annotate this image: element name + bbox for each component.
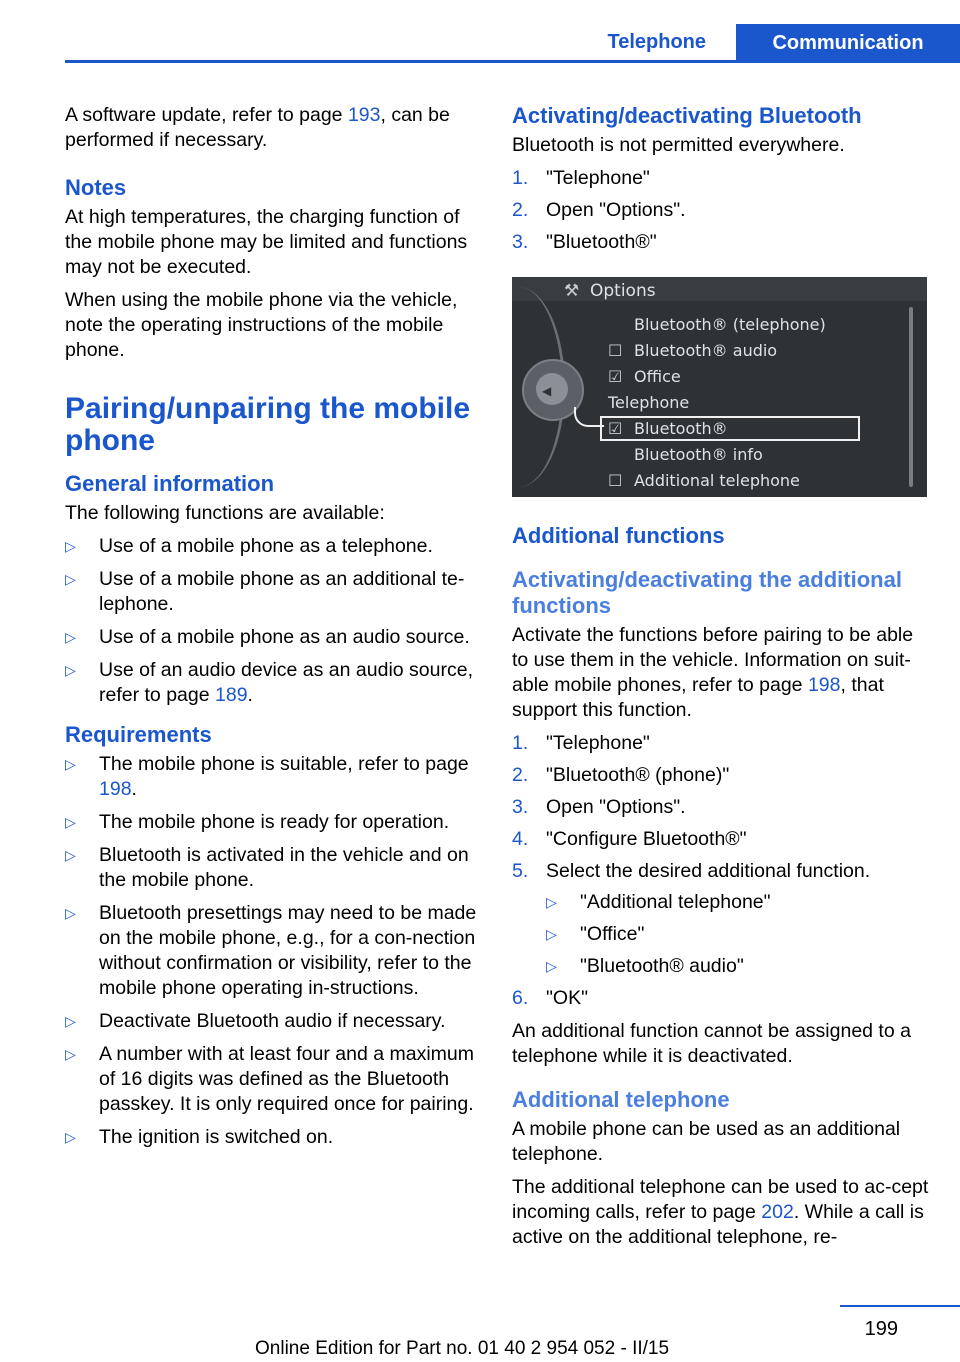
left-arrow-icon: ◀ [542,384,552,398]
step-item: 3. "Bluetooth®" [512,231,657,253]
step-item: 3. Open "Options". [512,796,686,818]
screenshot-scrollbar [909,307,913,487]
step-item: 1. "Telephone" [512,732,650,754]
triangle-bullet-icon: ▷ [65,571,76,587]
additional-function-options [546,890,932,979]
tools-icon: ⚒ [564,281,580,301]
triangle-bullet-icon: ▷ [65,662,76,678]
list-item: ▷ Use of a mobile phone as an additional te‐lephone. [65,568,465,615]
checkbox-checked-icon: ☑ [608,367,623,386]
menu-row: Bluetooth® (telephone) [634,315,826,334]
step-item: 5. Select the desired additional function. ▷ "Additional telephone" ▷ "Office" ▷ "Bluetooth® audio" [512,859,932,979]
additional-functions-steps [512,731,932,1011]
menu-row: Telephone [608,393,690,412]
page-link-198[interactable]: 198 [807,674,841,696]
triangle-bullet-icon: ▷ [65,1129,76,1145]
controller-knob-center [536,373,568,405]
checkbox-icon: ☐ [608,471,623,490]
notes-paragraph-2: When using the mobile phone via the vehicle, note the operating instructions of the mobile phone. [65,289,458,361]
list-item: ▷ Use of a mobile phone as an audio source. [65,626,470,648]
checkbox-checked-icon: ☑ [608,419,623,438]
notes-paragraph-1: At high temperatures, the charging function of the mobile phone may be limited and functions may not be executed. [65,206,468,278]
left-column [65,103,480,1158]
step-item: 2. "Bluetooth® (phone)" [512,764,730,786]
additional-telephone-paragraph-1: A mobile phone can be used as an additional telephone. [512,1118,901,1165]
triangle-bullet-icon: ▷ [65,847,76,863]
additional-functions-note: An additional function cannot be assigned to a telephone while it is deactivated. [512,1020,911,1067]
list-item: ▷ The mobile phone is suitable, refer to page 198. [65,753,469,800]
page-link-189[interactable]: 189 [215,684,248,706]
header-tab-telephone[interactable]: Telephone [607,31,706,53]
general-list [65,534,480,708]
triangle-bullet-icon: ▷ [546,958,557,974]
notes-heading: Notes [65,175,127,200]
step-item: 2. Open "Options". [512,199,686,221]
activate-steps [512,166,932,255]
list-item: ▷ "Bluetooth® audio" [546,955,744,977]
options-menu-screenshot [512,277,927,497]
triangle-bullet-icon: ▷ [65,756,76,772]
general-information-heading: General information [65,471,275,496]
menu-row: ☐ Additional telephone [608,468,800,493]
list-item: ▷ Use of a mobile phone as a telephone. [65,535,433,557]
general-intro: The following functions are available: [65,502,385,524]
triangle-bullet-icon: ▷ [65,905,76,921]
list-item: ▷ "Additional telephone" [546,891,771,913]
header-tab-communication[interactable]: Communication [736,24,960,62]
list-item: ▷ The mobile phone is ready for operation. [65,811,450,833]
list-item: ▷ Bluetooth presettings may need to be made on the mobile phone, e.g., for a con‐nection without confirmation or visibility, refer to the mobile phone operating in‐structions. [65,902,477,999]
screenshot-title: Options [590,281,656,301]
step-item: 1. "Telephone" [512,167,650,189]
page-link-193[interactable]: 193 [347,104,381,126]
additional-telephone-heading: Additional telephone [512,1087,730,1112]
triangle-bullet-icon: ▷ [65,814,76,830]
list-item: ▷ Bluetooth is activated in the vehicle and on the mobile phone. [65,844,469,891]
list-item: ▷ "Office" [546,923,645,945]
triangle-bullet-icon: ▷ [65,629,76,645]
menu-row: Bluetooth® info [634,445,763,464]
additional-functions-paragraph: Activate the functions before pairing to be able to use them in the vehicle. Information on suit‐able mobile phones, refer to page 198, that support this function. [512,624,914,721]
triangle-bullet-icon: ▷ [546,926,557,942]
triangle-bullet-icon: ▷ [546,894,557,910]
pairing-heading: Pairing/unpairing the mobile phone [65,392,471,457]
requirements-list [65,752,480,1150]
page-number: 199 [864,1318,898,1340]
page-link-202[interactable]: 202 [761,1201,794,1223]
triangle-bullet-icon: ▷ [65,1046,76,1062]
list-item: ▷ A number with at least four and a maximum of 16 digits was defined as the Bluetooth passkey. It is only required once for pairing. [65,1043,475,1115]
list-item: ▷ Deactivate Bluetooth audio if necessary. [65,1010,446,1032]
list-item: ▷ Use of an audio device as an audio source, refer to page 189. [65,659,473,706]
activate-intro: Bluetooth is not permitted everywhere. [512,134,845,156]
menu-row: ☐ Bluetooth® audio [608,338,777,363]
checkbox-icon: ☐ [608,341,623,360]
additional-telephone-paragraph-2: The additional telephone can be used to ac‐cept incoming calls, refer to page 202. While a call is active on the additional telephone, re‐ [512,1176,929,1248]
activate-bluetooth-heading: Activating/deactivating Bluetooth [512,103,862,128]
requirements-heading: Requirements [65,722,212,747]
additional-functions-heading: Additional functions [512,523,725,548]
list-item: ▷ The ignition is switched on. [65,1126,334,1148]
footer-rule [840,1305,960,1307]
triangle-bullet-icon: ▷ [65,1013,76,1029]
menu-row-selected: ☑ Bluetooth® [608,416,728,441]
edition-footer: Online Edition for Part no. 01 40 2 954 052 - II/15 [255,1338,670,1359]
triangle-bullet-icon: ▷ [65,538,76,554]
step-item: 4. "Configure Bluetooth®" [512,828,747,850]
menu-row: ☑ Office [608,364,681,389]
step-item: 6. "OK" [512,987,589,1009]
intro-paragraph: A software update, refer to page 193, can be performed if necessary. [65,104,450,151]
additional-functions-subheading: Activating/deactivating the additional functions [512,567,902,618]
page-link-198[interactable]: 198 [99,778,132,800]
right-column [512,103,932,1258]
